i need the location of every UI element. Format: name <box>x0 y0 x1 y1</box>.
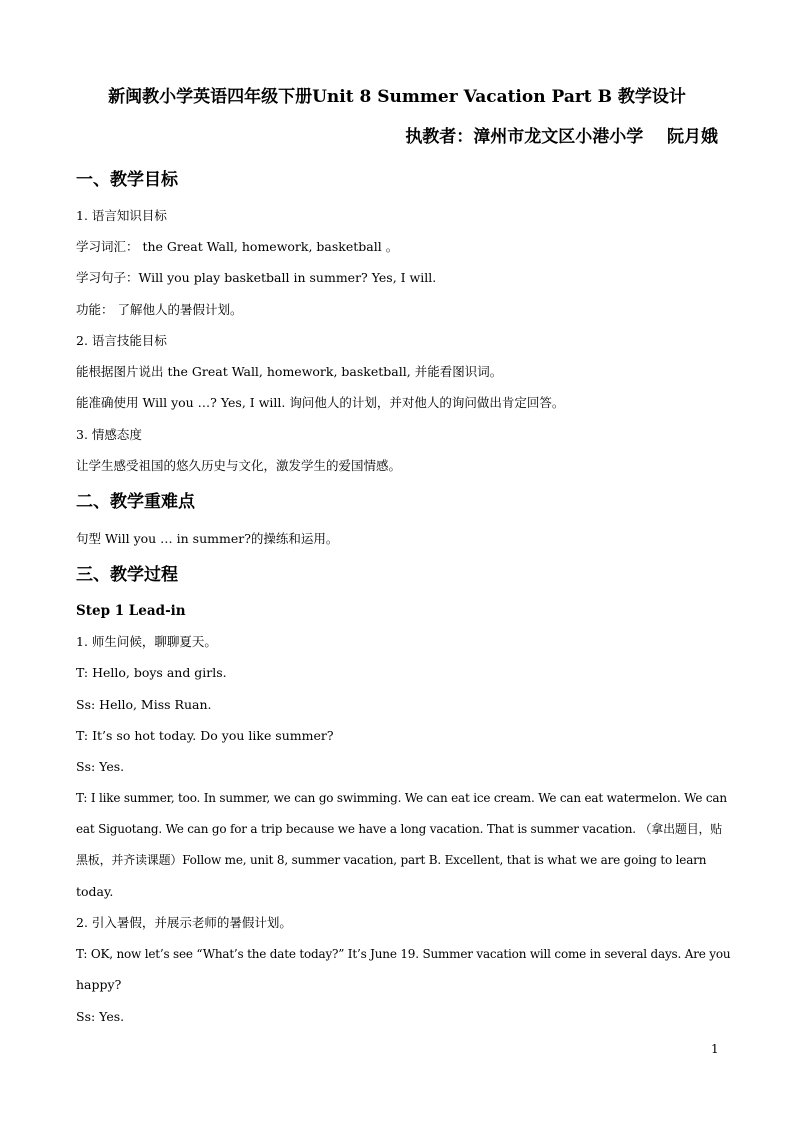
attitude-line: 让学生感受祖国的悠久历史与文化，激发学生的爱国情感。 <box>76 458 402 473</box>
dialogue-paragraph-line: happy? <box>76 977 122 992</box>
author-line: 执教者：漳州市龙文区小港小学 阮月娥 <box>405 127 718 147</box>
step-item-2: 2. 引入暑假，并展示老师的暑假计划。 <box>76 915 292 930</box>
dialogue-paragraph-line: today. <box>76 884 114 899</box>
vocabulary-line: 学习词汇： the Great Wall, homework, basketball 。 <box>76 239 399 254</box>
dialogue-line: Ss: Yes. <box>76 759 125 774</box>
function-line: 功能： 了解他人的暑假计划。 <box>76 302 243 317</box>
skill-line-1: 能根据图片说出 the Great Wall, homework, basketball, 并能看图识词。 <box>76 364 503 379</box>
dialogue-paragraph-line: T: I like summer, too. In summer, we can go swimming. We can eat ice cream. We can eat watermelon. We can <box>76 791 727 805</box>
objective-item-skills: 2. 语言技能目标 <box>76 333 167 348</box>
dialogue-line: Ss: Yes. <box>76 1009 125 1024</box>
step-item-1: 1. 师生问候，聊聊夏天。 <box>76 634 217 649</box>
section-heading-process: 三、教学过程 <box>76 565 178 585</box>
document-title: 新闽教小学英语四年级下册Unit 8 Summer Vacation Part B 教学设计 <box>108 87 686 107</box>
step-heading: Step 1 Lead-in <box>76 603 186 619</box>
dialogue-paragraph-line: T: OK, now let’s see “What’s the date today?” It’s June 19. Summer vacation will come in several days. Are you <box>76 947 731 961</box>
dialogue-paragraph-line: 黑板，并齐读课题）Follow me, unit 8, summer vacation, part B. Excellent, that is what we are going to learn <box>76 853 707 867</box>
objective-item-attitude: 3. 情感态度 <box>76 427 142 442</box>
objective-item-knowledge: 1. 语言知识目标 <box>76 208 167 223</box>
dialogue-line: T: It’s so hot today. Do you like summer? <box>76 728 334 743</box>
skill-line-2: 能准确使用 Will you …? Yes, I will. 询问他人的计划，并对他人的询问做出肯定回答。 <box>76 395 565 410</box>
dialogue-line: T: Hello, boys and girls. <box>76 665 227 680</box>
dialogue-line: Ss: Hello, Miss Ruan. <box>76 697 212 712</box>
section-heading-key-points: 二、教学重难点 <box>76 492 195 512</box>
sentence-line: 学习句子：Will you play basketball in summer? Yes, I will. <box>76 270 437 285</box>
page-number: 1 <box>711 1042 719 1056</box>
dialogue-paragraph-line: eat Siguotang. We can go for a trip because we have a long vacation. That is summer vacation. （拿出题目，贴 <box>76 822 723 836</box>
key-points-line: 句型 Will you … in summer?的操练和运用。 <box>76 531 339 546</box>
section-heading-objectives: 一、教学目标 <box>76 170 178 190</box>
